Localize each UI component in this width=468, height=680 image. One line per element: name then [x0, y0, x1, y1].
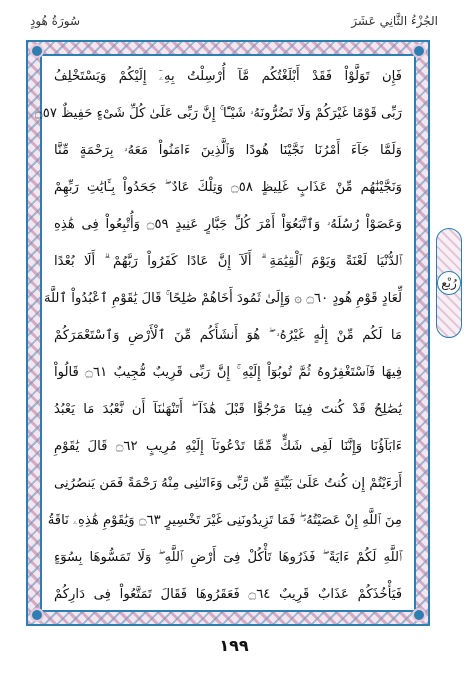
- text-line: أَرَءَيْتُمْ إِن كُنتُ عَلَىٰ بَيِّنَةٍ مِّن رَّبِّى وَءَاتَىٰنِى مِنْهُ رَحْمَةً فَمَن يَنصُرُنِى: [54, 476, 402, 491]
- corner-ornament-icon: [412, 608, 426, 622]
- corner-ornament-icon: [412, 44, 426, 58]
- rub-marker: [436, 228, 462, 338]
- juz-name: الجُزْءُ الثَّانِي عَشَرَ: [351, 14, 438, 28]
- page-number: ١٩٩: [219, 636, 249, 655]
- rub-label: رُبْع: [437, 271, 461, 295]
- text-line: وَنَجَّيْنَٰهُم مِّنْ عَذَابٍ غَلِيظٍ ۝٥٨ وَتِلْكَ عَادٌ ۖ جَحَدُواْ بِـَٔايَٰتِ رَبِّهِمْ: [54, 180, 402, 195]
- text-line: لِّعَادٍ قَوْمِ هُودٍ ۝٦٠ ۞ وَإِلَىٰ ثَمُودَ أَخَاهُمْ صَٰلِحًا ۚ قَالَ يَٰقَوْمِ ٱعْبُدُواْ ٱللَّهَ: [43, 291, 402, 306]
- text-line: رَبِّى قَوْمًا غَيْرَكُمْ وَلَا تَضُرُّونَهُۥ شَيْـًٔا ۚ إِنَّ رَبِّى عَلَىٰ كُلِّ شَىْءٍ حَفِيظٌ ۝٥٧: [35, 106, 402, 121]
- text-line: وَعَصَوْاْ رُسُلَهُۥ وَٱتَّبَعُوٓاْ أَمْرَ كُلِّ جَبَّارٍ عَنِيدٍ ۝٥٩ وَأُتْبِعُواْ فِى هَٰذِهِ: [54, 217, 403, 232]
- text-line: فِيهَا فَٱسْتَغْفِرُوهُ ثُمَّ تُوبُوٓاْ إِلَيْهِ ۚ إِنَّ رَبِّى قَرِيبٌ مُّجِيبٌ ۝٦١ قَالُواْ: [54, 365, 402, 380]
- text-line: فَيَأْخُذَكُمْ عَذَابٌ قَرِيبٌ ۝٦٤ فَعَقَرُوهَا فَقَالَ تَمَتَّعُواْ فِى دَارِكُمْ: [54, 587, 403, 602]
- text-line: فَإِن تَوَلَّوْاْ فَقَدْ أَبْلَغْتُكُم مَّآ أُرْسِلْتُ بِهِۦٓ إِلَيْكُمْ وَيَسْتَخْلِفُ: [54, 69, 402, 84]
- text-line: يَٰصَٰلِحُ قَدْ كُنتَ فِينَا مَرْجُوًّا قَبْلَ هَٰذَآ ۖ أَتَنْهَىٰنَآ أَن نَّعْبُدَ مَا يَعْبُدُ: [54, 402, 402, 417]
- text-line: مَا لَكُم مِّنْ إِلَٰهٍ غَيْرُهُۥ ۖ هُوَ أَنشَأَكُم مِّنَ ٱلْأَرْضِ وَٱسْتَعْمَرَكُمْ: [54, 328, 402, 343]
- text-line: وَلَمَّا جَآءَ أَمْرُنَا نَجَّيْنَا هُودًا وَٱلَّذِينَ ءَامَنُواْ مَعَهُۥ بِرَحْمَةٍ مِّنَّا: [54, 143, 402, 158]
- surah-name: سُورَةُ هُودٍ: [30, 14, 81, 28]
- corner-ornament-icon: [30, 608, 44, 622]
- text-line: ٱلدُّنْيَا لَعْنَةً وَيَوْمَ ٱلْقِيَٰمَةِ ۗ أَلَآ إِنَّ عَادًا كَفَرُواْ رَبَّهُمْ ۗ أَلَا بُعْدًا: [54, 254, 402, 269]
- text-line: مِنَ ٱللَّهِ إِنْ عَصَيْتُهُۥ ۖ فَمَا تَزِيدُونَنِى غَيْرَ تَخْسِيرٍ ۝٦٣ وَيَٰقَوْمِ هَٰذِهِۦ نَاقَةُ: [47, 513, 402, 528]
- corner-ornament-icon: [30, 44, 44, 58]
- text-line: ءَابَآؤُنَا وَإِنَّنَا لَفِى شَكٍّ مِّمَّا تَدْعُونَآ إِلَيْهِ مُرِيبٍ ۝٦٢ قَالَ يَٰقَوْمِ: [54, 439, 402, 454]
- page-header: [26, 10, 442, 32]
- verse-text-block: [35, 66, 403, 606]
- text-line: ٱللَّهِ لَكُمْ ءَايَةً ۖ فَذَرُوهَا تَأْكُلْ فِىٓ أَرْضِ ٱللَّهِ ۖ وَلَا تَمَسُّوهَا بِسُوٓءٍ: [54, 550, 402, 565]
